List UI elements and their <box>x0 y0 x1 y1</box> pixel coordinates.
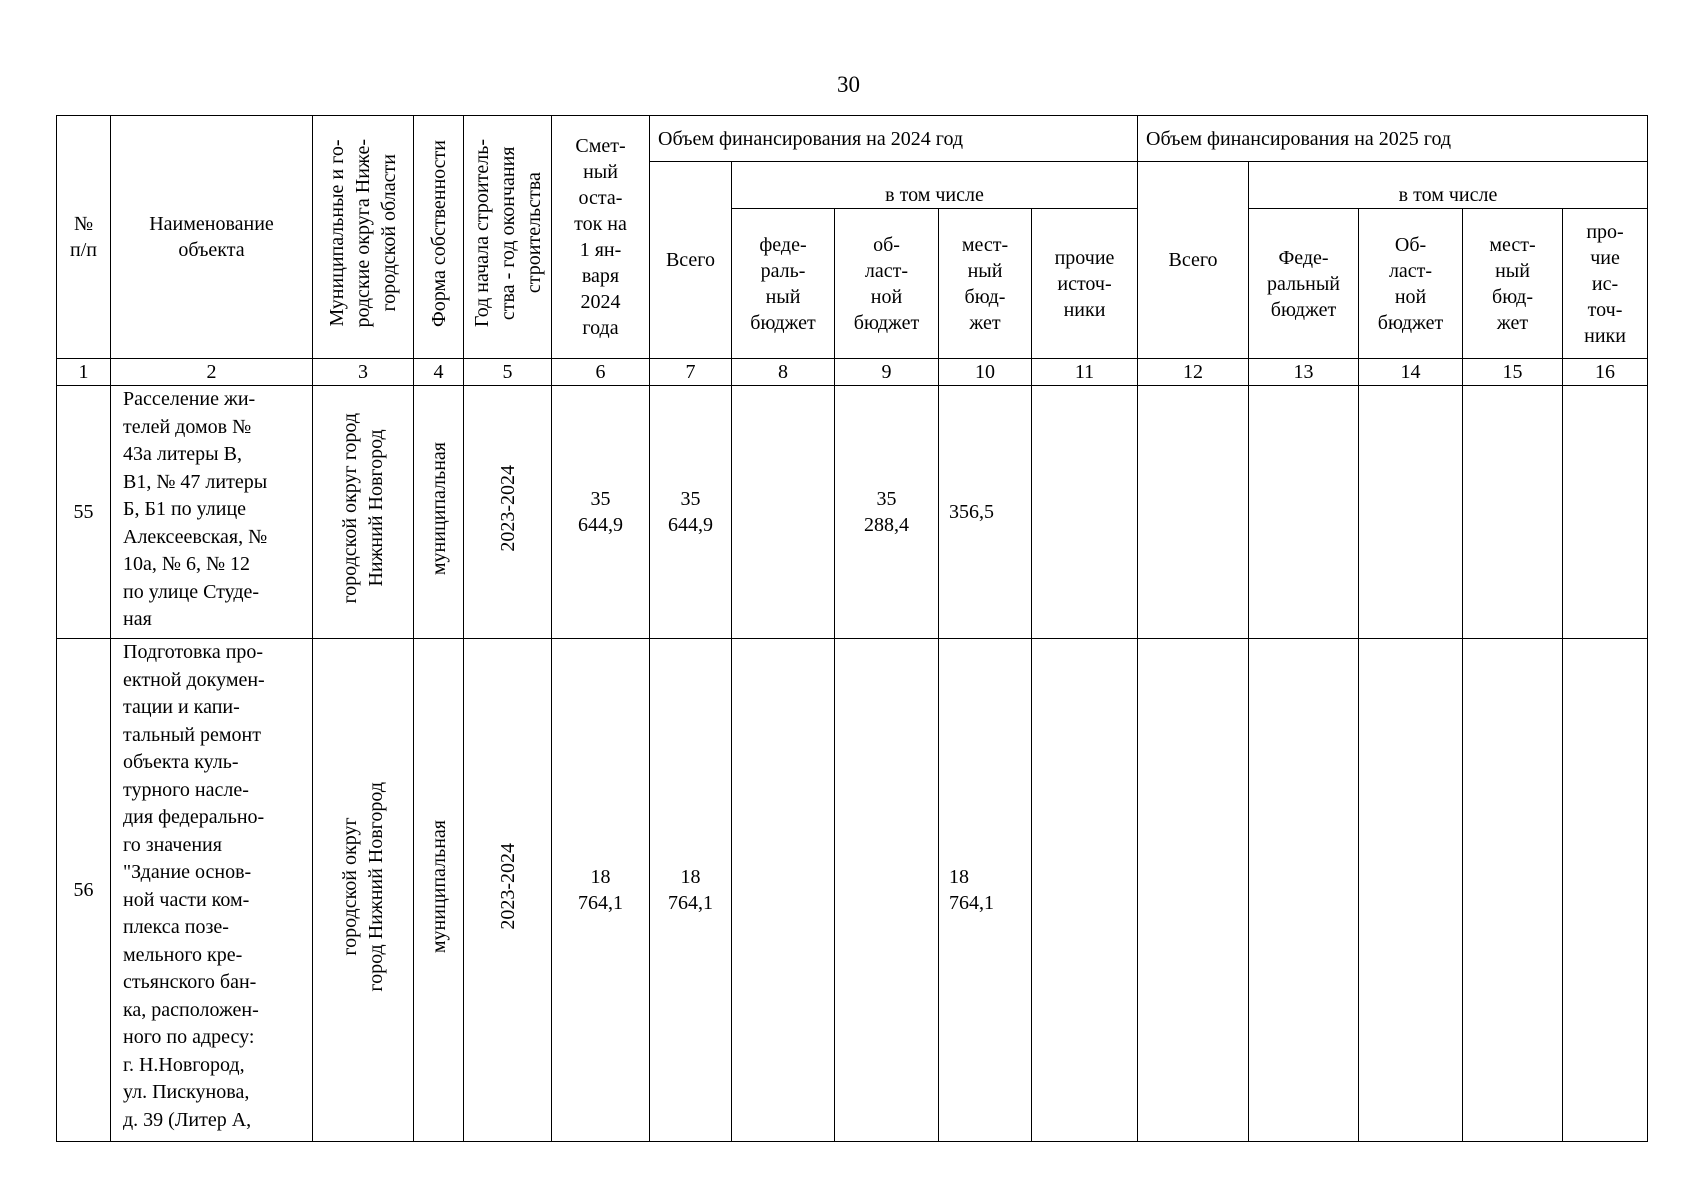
fed-2025-value <box>1249 386 1359 639</box>
column-number: 11 <box>1032 359 1138 386</box>
header-row-1 <box>57 116 1648 162</box>
ownership-text: муниципальная <box>427 819 450 954</box>
header-including-2025: в том числе <box>1249 162 1648 209</box>
table-row <box>57 386 1648 639</box>
fed-2024-value <box>732 386 835 639</box>
column-number: 14 <box>1359 359 1463 386</box>
column-number: 5 <box>464 359 552 386</box>
total-2024-value: 35 644,9 <box>650 386 732 639</box>
ownership-cell <box>414 639 464 1142</box>
page-number: 30 <box>837 72 860 97</box>
header-total-2025: Всего <box>1138 162 1249 359</box>
years-text: 2023-2024 <box>496 843 519 930</box>
years-cell <box>464 639 552 1142</box>
column-number: 10 <box>939 359 1032 386</box>
column-number: 3 <box>313 359 414 386</box>
column-number: 6 <box>552 359 650 386</box>
column-numbers-row <box>57 359 1648 386</box>
district-cell <box>313 639 414 1142</box>
header-obl-2025: Об- ласт- ной бюджет <box>1359 209 1463 359</box>
header-proch-2024: прочие источ- ники <box>1032 209 1138 359</box>
remainder-value: 35 644,9 <box>552 386 650 639</box>
proch-2024-value <box>1032 386 1138 639</box>
row-number: 55 <box>57 386 111 639</box>
years-cell <box>464 386 552 639</box>
column-number: 8 <box>732 359 835 386</box>
years-text: 2023-2024 <box>496 465 519 552</box>
proch-2025-value <box>1563 639 1648 1142</box>
header-proch-2025: про- чие ис- точ- ники <box>1563 209 1648 359</box>
mest-2024-value: 18 764,1 <box>939 639 1032 1142</box>
ownership-text: муниципальная <box>427 441 450 576</box>
header-districts-text: Муниципальные и го- родские округа Ниже- городской области <box>326 139 400 328</box>
proch-2024-value <box>1032 639 1138 1142</box>
header-districts <box>313 116 414 359</box>
object-name: Подготовка про- ектной докумен- тации и капи- тальный ремонт объекта куль- турного насле- дия федерально- го значения "Здание основ- ной части ком- плекса позе- мельного кре- стьянского бан- ка, расположен- ного по адресу: г. Н.Новгород, ул. Пискунова, д. 39 (Литер А, <box>111 639 313 1142</box>
header-group-2025: Объем финансирования на 2025 год <box>1138 116 1648 162</box>
header-ownership <box>414 116 464 359</box>
object-name: Расселение жи- телей домов № 43а литеры В, В1, № 47 литеры Б, Б1 по улице Алексеевская, № 10а, № 6, № 12 по улице Студе- ная <box>111 386 313 639</box>
header-mest-2024: мест- ный бюд- жет <box>939 209 1032 359</box>
header-num: № п/п <box>57 116 111 359</box>
table-row <box>57 639 1648 1142</box>
column-number: 2 <box>111 359 313 386</box>
fed-2025-value <box>1249 639 1359 1142</box>
mest-2025-value <box>1463 386 1563 639</box>
column-number: 9 <box>835 359 939 386</box>
remainder-value: 18 764,1 <box>552 639 650 1142</box>
header-remainder: Смет- ный оста- ток на 1 ян- варя 2024 года <box>552 116 650 359</box>
header-fed-2025: Феде- ральный бюджет <box>1249 209 1359 359</box>
column-number: 1 <box>57 359 111 386</box>
district-text: городской округ город Нижний Новгород <box>339 781 387 992</box>
header-years <box>464 116 552 359</box>
header-mest-2025: мест- ный бюд- жет <box>1463 209 1563 359</box>
row-number: 56 <box>57 639 111 1142</box>
column-number: 13 <box>1249 359 1359 386</box>
mest-2025-value <box>1463 639 1563 1142</box>
mest-2024-value: 356,5 <box>939 386 1032 639</box>
header-object-name: Наименование объекта <box>111 116 313 359</box>
total-2025-value <box>1138 639 1249 1142</box>
header-total-2024: Всего <box>650 162 732 359</box>
header-group-2024: Объем финансирования на 2024 год <box>650 116 1138 162</box>
column-number: 4 <box>414 359 464 386</box>
proch-2025-value <box>1563 386 1648 639</box>
obl-2024-value <box>835 639 939 1142</box>
column-number: 7 <box>650 359 732 386</box>
column-number: 15 <box>1463 359 1563 386</box>
total-2025-value <box>1138 386 1249 639</box>
header-fed-2024: феде- раль- ный бюджет <box>732 209 835 359</box>
ownership-cell <box>414 386 464 639</box>
header-ownership-text: Форма собственности <box>427 140 450 327</box>
district-text: городской округ город Нижний Новгород <box>339 413 387 604</box>
header-years-text: Год начала строитель- ства - год окончания строительства <box>470 139 545 328</box>
obl-2024-value: 35 288,4 <box>835 386 939 639</box>
obl-2025-value <box>1359 386 1463 639</box>
header-obl-2024: об- ласт- ной бюджет <box>835 209 939 359</box>
column-number: 12 <box>1138 359 1249 386</box>
total-2024-value: 18 764,1 <box>650 639 732 1142</box>
column-number: 16 <box>1563 359 1648 386</box>
obl-2025-value <box>1359 639 1463 1142</box>
district-cell <box>313 386 414 639</box>
financing-table <box>56 115 1648 1142</box>
fed-2024-value <box>732 639 835 1142</box>
header-including-2024: в том числе <box>732 162 1138 209</box>
